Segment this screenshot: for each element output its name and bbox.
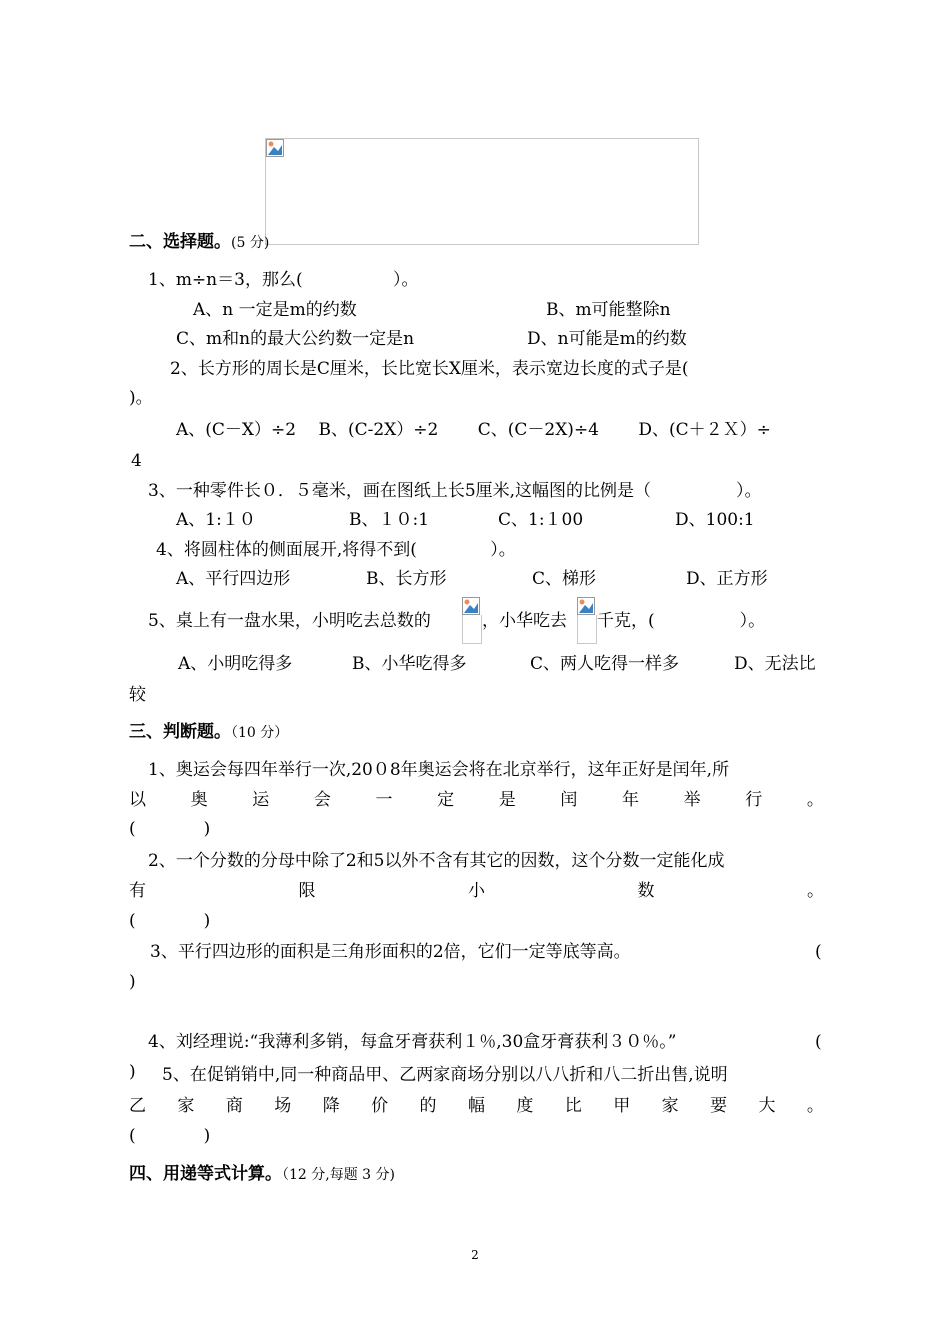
choice-q3-option-d: D、100:1 <box>675 510 755 530</box>
judge-q3-paren-open: ( <box>815 942 822 962</box>
judge-q1-line1: 1、奥运会每四年举行一次,20０8年奥运会将在北京举行，这年正好是闰年,所 <box>148 760 730 780</box>
choice-q5-stem-part1: 5、桌上有一盘水果，小明吃去总数的 <box>148 611 431 631</box>
fraction-image-box-1 <box>462 615 482 644</box>
choice-q3-option-c: C、1:１00 <box>498 510 584 530</box>
section-calc-heading: 四、用递等式计算。（12 分,每题 3 分) <box>129 1164 395 1184</box>
broken-image-icon <box>266 139 284 157</box>
judge-q1-answer-blank: ( ) <box>129 819 211 839</box>
judge-q5-line1: 5、在促销销中,同一种商品甲、乙两家商场分别以八八折和八二折出售,说明 <box>162 1065 728 1085</box>
broken-image-icon <box>577 597 595 615</box>
choice-q2-options-cont: 4 <box>131 451 142 471</box>
judge-q1-line2: 以 奥 运 会 一 定 是 闰 年 举 行 。 <box>129 790 824 810</box>
choice-q5-stem-part2: ，小华吃去 <box>482 611 567 631</box>
choice-q2-stem-cont: )。 <box>129 388 153 408</box>
page-number: 2 <box>471 1248 479 1262</box>
judge-q2-answer-blank: ( ) <box>129 911 211 931</box>
choice-q3-stem: 3、一种零件长０．５毫米，画在图纸上长5厘米,这幅图的比例是（ ）。 <box>148 481 762 501</box>
choice-q5-option-d-cont: 较 <box>129 685 146 705</box>
judge-q5-answer-blank: ( ) <box>129 1126 211 1146</box>
choice-q5-option-a: A、小明吃得多 <box>178 654 293 674</box>
choice-q4-option-b: B、长方形 <box>366 569 447 589</box>
judge-q4-paren-open: ( <box>815 1032 822 1052</box>
broken-image-icon <box>462 597 480 615</box>
judge-q5-line2: 乙 家 商 场 降 价 的 幅 度 比 甲 家 要 大 。 <box>129 1096 824 1116</box>
judge-q3-paren-close: ) <box>129 972 136 992</box>
choice-q5-option-c: C、两人吃得一样多 <box>530 654 680 674</box>
choice-q4-stem: 4、将圆柱体的侧面展开,将得不到( ）。 <box>156 540 516 560</box>
choice-q3-option-b: B、１０:1 <box>349 510 430 530</box>
fraction-image-box-2 <box>577 615 597 644</box>
choice-q5-option-b: B、小华吃得多 <box>352 654 467 674</box>
choice-q3-option-a: A、1:１０ <box>176 510 256 530</box>
choice-q2-options: A、(C－X）÷2 B、(C-2X）÷2 C、(C－2X)÷4 D、(C＋２Ｘ）÷ <box>176 420 771 440</box>
judge-q4-line1: 4、刘经理说:“我薄利多销，每盒牙膏获利１％,30盒牙膏获利３０％。” <box>148 1032 677 1052</box>
choice-q5-option-d: D、无法比 <box>734 654 816 674</box>
choice-q1-stem: 1、m÷n＝3，那么( ）。 <box>148 270 419 290</box>
choice-q4-option-d: D、正方形 <box>686 569 768 589</box>
choice-q1-option-a: A、n 一定是m的约数 <box>193 300 357 320</box>
judge-q2-line1: 2、一个分数的分母中除了2和5以外不含有其它的因数，这个分数一定能化成 <box>148 851 725 871</box>
choice-q5-stem-part3: 千克，( ）。 <box>597 611 766 631</box>
choice-q4-option-c: C、梯形 <box>532 569 597 589</box>
judge-q3-line1: 3、平行四边形的面积是三角形面积的2倍，它们一定等底等高。 <box>150 942 631 962</box>
choice-q4-option-a: A、平行四边形 <box>176 569 291 589</box>
section-choice-heading: 二、选择题。(5 分) <box>129 232 270 252</box>
choice-q1-option-c: C、m和n的最大公约数一定是n <box>176 329 415 349</box>
judge-q4-paren-close: ) <box>129 1062 136 1082</box>
choice-q1-option-b: B、m可能整除n <box>546 300 671 320</box>
choice-q1-option-d: D、n可能是m的约数 <box>527 329 687 349</box>
choice-q2-stem: 2、长方形的周长是C厘米，长比宽长X厘米，表示宽边长度的式子是( <box>170 359 689 379</box>
judge-q2-line2: 有 限 小 数 。 <box>129 881 824 901</box>
section-judge-heading: 三、判断题。（10 分） <box>129 722 289 742</box>
image-placeholder-frame <box>265 138 699 245</box>
